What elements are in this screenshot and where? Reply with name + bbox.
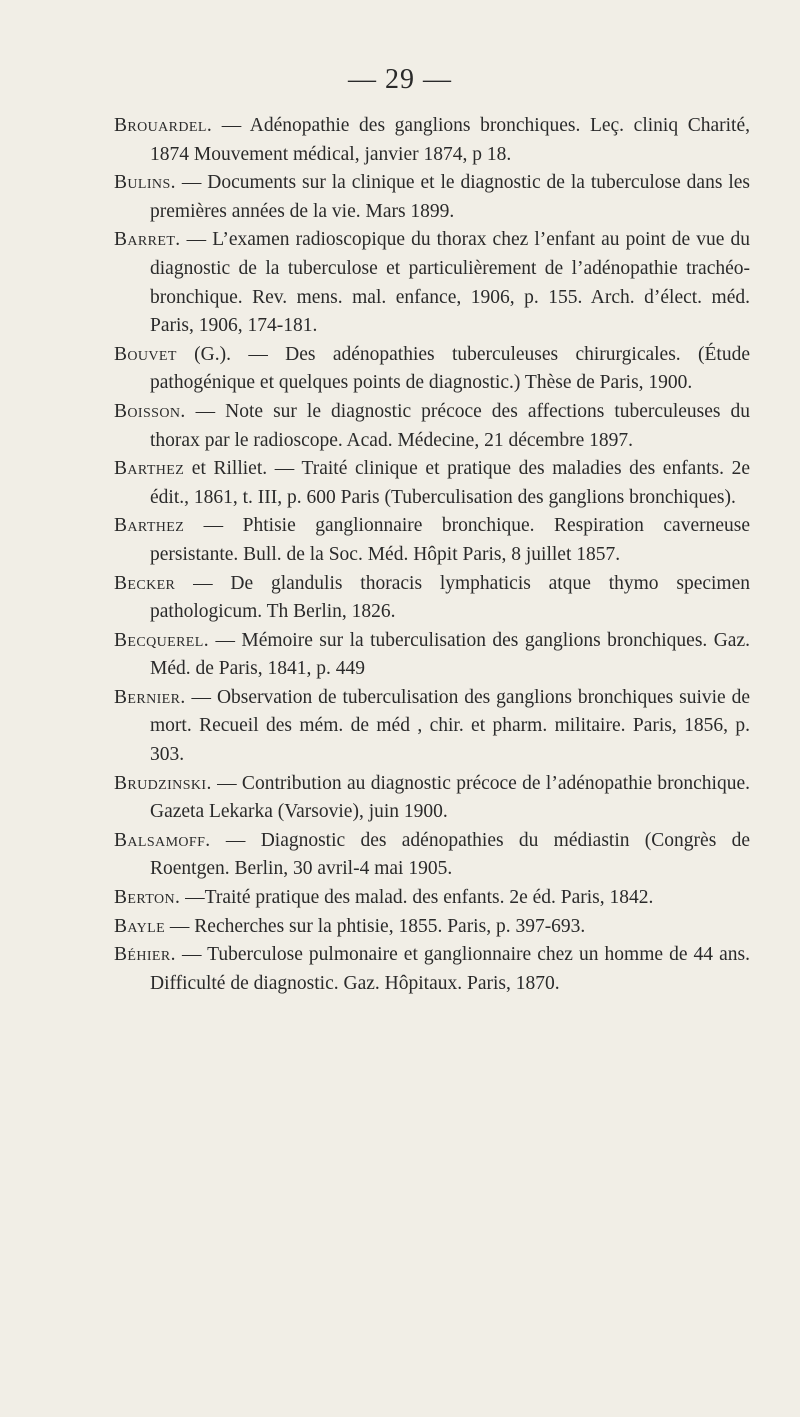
entry-author: Berton. [114,887,181,909]
entry-text: — Adénopathie des ganglions bronchiques. Leç. cliniq Charité, 1874 Mouvement médical, janvier 1874, p 18. [150,115,750,165]
entry-text: — Mémoire sur la tuberculisation des ganglions bronchiques. Gaz. Méd. de Paris, 1841, p. 449 [150,629,750,680]
entry-text: — De glandulis thoracis lymphaticis atque thymo specimen pathologicum. Th Berlin, 1826. [150,572,750,623]
bibliography-entry [114,570,750,627]
entry-author: Bayle [114,915,166,937]
entry-text: — Phtisie ganglionnaire bronchique. Respiration caverneuse persistante. Bull. de la Soc. Méd. Hôpit Paris, 8 juillet 1857. [150,515,750,565]
page-number: — 29 — [348,64,452,95]
bibliography-entry [114,455,750,512]
entry-author: Bernier. [114,686,186,708]
entry-text: et Rilliet. — Traité clinique et pratique des maladies des enfants. 2e édit., 1861, t. III, p. 600 Paris (Tuberculisation des ganglions bronchiques). [150,458,750,508]
entry-author: Brouardel. [114,115,213,136]
entry-author: Barthez [114,458,185,480]
entry-author: Balsamoff. [114,829,211,851]
entry-text: (G.). — Des adénopathies tuberculeuses chirurgicales. (Étude pathogénique et quelques points de diagnostic.) Thèse de Paris, 1900. [150,343,750,394]
bibliography-entry [114,941,750,998]
entry-author: Boisson. [114,400,186,422]
entry-text: —Traité pratique des malad. des enfants. 2e éd. Paris, 1842. [180,887,654,909]
entry-text: — Observation de tuberculisation des ganglions bronchiques suivie de mort. Recueil des mém. de méd , chir. et pharm. militaire. Paris, 1856, p. 303. [150,686,750,766]
entry-author: Bulins. [114,172,176,194]
entry-author: Becker [114,572,176,594]
entry-text: — Note sur le diagnostic précoce des affections tuberculeuses du thorax par le radioscope. Acad. Médecine, 21 décembre 1897. [150,400,750,451]
entry-author: Becquerel. [114,629,209,651]
entry-text: — Documents sur la clinique et le diagnostic de la tuberculose dans les premières années de la vie. Mars 1899. [150,172,750,222]
bibliography-entry [114,884,750,913]
bibliography-entry [114,169,750,226]
bibliography-entry [114,112,750,169]
entry-author: Barret. [114,229,181,251]
bibliography-entry [114,512,750,569]
bibliography-entry [114,684,750,770]
entry-author: Brudzinski. [114,772,212,794]
bibliography-entry [114,627,750,684]
bibliography-entry [114,770,750,827]
entry-author: Barthez [114,515,185,537]
entry-text: — Diagnostic des adénopathies du médiastin (Congrès de Roentgen. Berlin, 30 avril-4 mai 1905. [150,829,750,880]
bibliography-entry [114,226,750,340]
bibliography-entry [114,827,750,884]
bibliography-list [114,112,750,998]
bibliography-entry [114,341,750,398]
entry-text: — Tuberculose pulmonaire et ganglionnaire chez un homme de 44 ans. Difficulté de diagnostic. Gaz. Hôpitaux. Paris, 1870. [150,944,750,994]
entry-author: Béhier. [114,944,176,966]
entry-text: — Contribution au diagnostic précoce de l’adénopathie bronchique. Gazeta Lekarka (Varsovie), juin 1900. [150,772,750,823]
entry-text: — Recherches sur la phtisie, 1855. Paris, p. 397-693. [165,915,586,937]
entry-author: Bouvet [114,343,177,365]
entry-text: — L’examen radioscopique du thorax chez l’enfant au point de vue du diagnostic de la tuberculose et particulièrement de l’adénopathie trachéo-bronchique. Rev. mens. mal. enfance, 1906, p. 155. Arch. d’élect. méd. Paris, 1906, 174-181. [150,229,750,337]
bibliography-entry [114,913,750,942]
bibliography-entry [114,398,750,455]
